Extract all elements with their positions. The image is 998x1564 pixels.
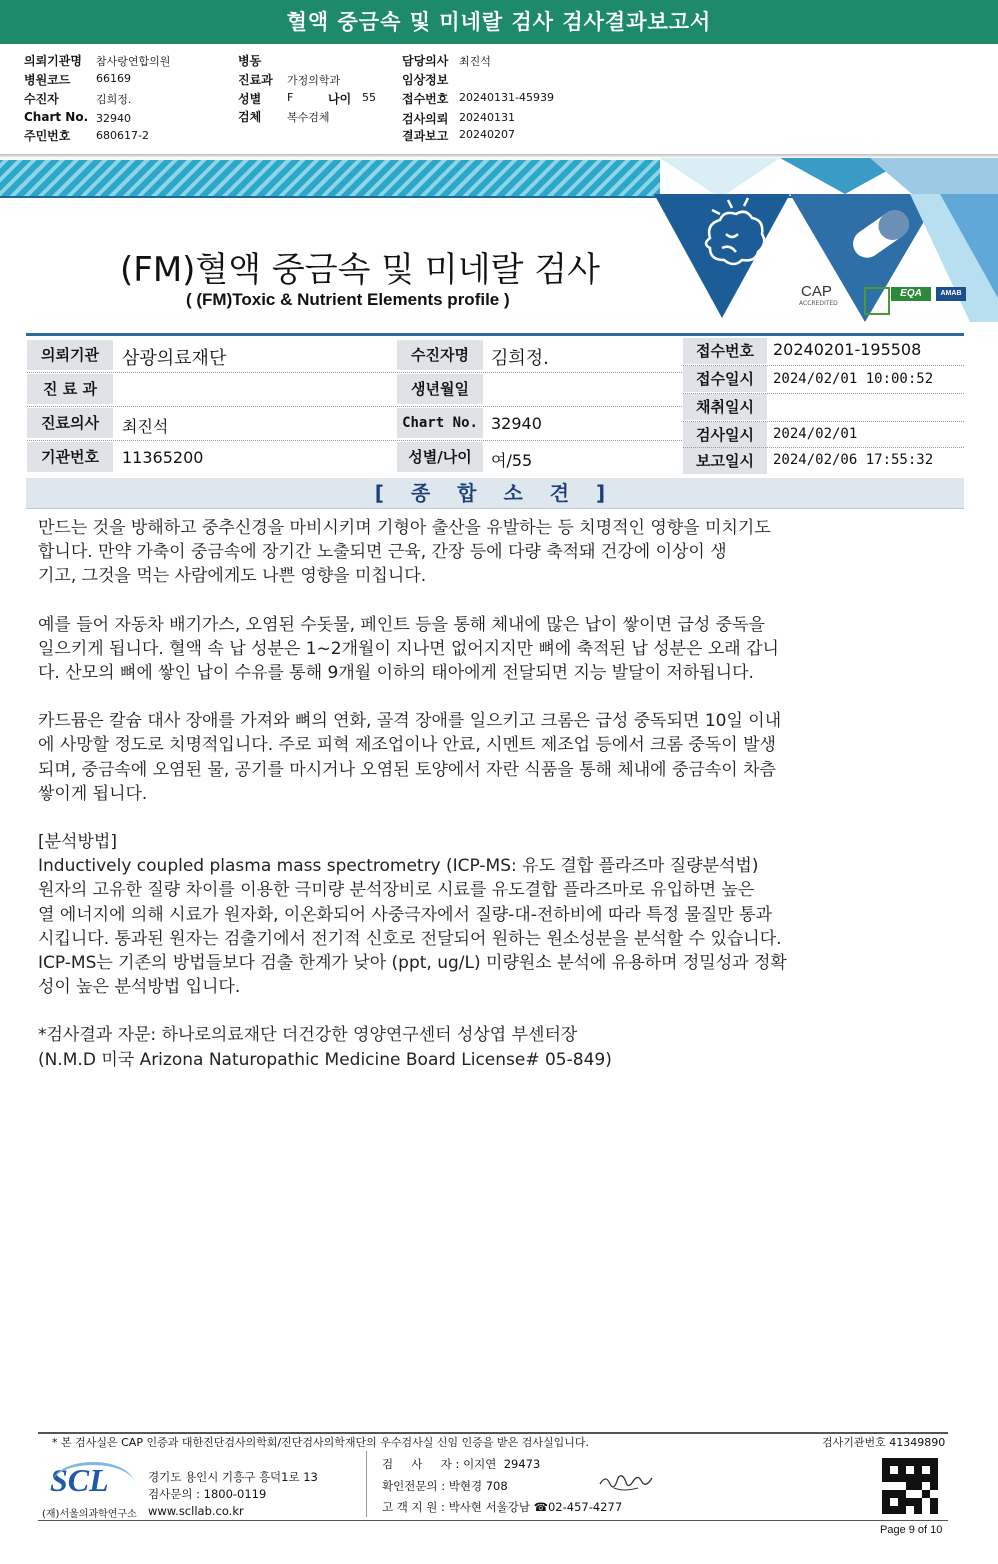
value-patient: 김희정.: [96, 93, 132, 106]
summary-body: [38, 516, 888, 1096]
label-birth-date: 생년월일: [397, 374, 483, 404]
summary-header: [ 종 합 소 견 ]: [26, 478, 964, 509]
certification-notice: * 본 검사실은 CAP 인증과 대한진단검사의학회/진단검사의학재단의 우수검사실 신임 인증을 받은 검사실입니다.: [52, 1436, 590, 1449]
page-number: Page 9 of 10: [880, 1524, 943, 1536]
label-sex-age: 성별/나이: [397, 442, 483, 472]
value-specimen: 복수검체: [287, 111, 330, 124]
summary-paragraph: 만드는 것을 방해하고 중추신경을 마비시키며 기형아 출산을 유발하는 등 치명적인 영향을 미치기도 합니다. 만약 가축이 중금속에 장기간 노출되면 근육, 간장 등에 다량 축적돼 건강에 이상이 생 기고, 그것을 먹는 사람에게도 나쁜 영향을 미칩니다.: [38, 518, 771, 587]
summary-paragraph: 카드뮴은 칼슘 대사 장애를 가져와 뼈의 연화, 골격 장애를 일으키고 크롬은 급성 중독되면 10일 이내 에 사망할 정도로 치명적입니다. 주로 피혁 제조업이나 안료, 시멘트 제조업 등에서 크롬 중독이 발생 되며, 중금속에 오염된 물, 공기를 마시거나 오염된 토양에서 자란 식품을 통해 체내에 중금속이 차츰 쌓이게 됩니다.: [38, 711, 782, 804]
value-sex-age: 여/55: [491, 451, 533, 470]
divider: [38, 1520, 948, 1521]
divider: [683, 421, 964, 422]
divider: [366, 1451, 367, 1517]
value-physician: 최진석: [122, 417, 169, 436]
value-institution: 삼광의료재단: [122, 348, 227, 369]
value-receipt-no: 20240131-45939: [459, 91, 554, 104]
table-top-border: [26, 333, 964, 336]
page-title: (FM)혈액 중금속 및 미네랄 검사: [120, 250, 600, 290]
value-age: 55: [362, 91, 376, 104]
qr-code: [882, 1458, 938, 1514]
label-patient-name: 수진자명: [397, 340, 483, 370]
advisory-note: *검사결과 자문: 하나로의료재단 더건강한 영양연구센터 성상엽 부센터장 (N.M.D 미국 Arizona Naturopathic Medicine Board License# 05-849): [38, 1025, 612, 1070]
website-link[interactable]: www.scllab.co.kr: [148, 1504, 244, 1518]
top-info-panel: [0, 44, 998, 156]
label-age: 나이: [328, 92, 352, 106]
analysis-method: [분석방법] Inductively coupled plasma mass spectrometry (ICP-MS: 유도 결합 플라즈마 질량분석법) 원자의 고유한 질량 차이를 이용한 극미량 분석장비로 시료를 유도결합 플라즈마로 유입하면 높은 열 에너지에 의해 시료가 원자화, 이온화되어 사중극자에서 질량-대-전하비에 따라 특정 물질만 통과 시킵니다. 통과된 원자는 검출기에서 전기적 신호로 전달되어 원하는 원소성분을 분석할 수 있습니다. ICP-MS는 기존의 방법들보다 검출 한계가 낮아 (ppt, ug/L) 미량원소 분석에 유용하며 정밀성과 정확 성이 높은 분석방법 입니다.: [38, 832, 787, 998]
signature: [596, 1470, 656, 1494]
label-test-request: 검사의뢰: [402, 112, 449, 126]
value-patient-name: 김희정.: [491, 348, 549, 369]
label-institution-no: 기관번호: [27, 442, 113, 472]
cap-accredited-logo: CAP ACCREDITED: [799, 283, 838, 307]
label-resident-no: 주민번호: [24, 129, 71, 143]
examiner: 검 사 자 : 이지연 29473: [382, 1457, 541, 1471]
label-patient: 수진자: [24, 92, 59, 106]
amab-logo: AMAB: [936, 287, 966, 301]
value-report-time: 2024/02/06 17:55:32: [773, 452, 934, 468]
label-sex: 성별: [238, 92, 262, 106]
org-name: (재)서울의과학연구소: [42, 1509, 137, 1520]
value-test-time: 2024/02/01: [773, 426, 858, 442]
label-result-report: 결과보고: [402, 129, 449, 143]
agency-number: 검사기관번호 41349890: [822, 1436, 946, 1449]
report-banner-title: 혈액 중금속 및 미네랄 검사 검사결과보고서: [0, 0, 998, 44]
lm-logo: [864, 287, 890, 315]
value-chart-no: 32940: [96, 112, 131, 125]
decorative-stripe-band: [0, 160, 660, 196]
value-hospital-code: 66169: [96, 72, 131, 85]
value-institution-no: 11365200: [122, 448, 204, 467]
value-sex: F: [287, 91, 294, 104]
address: 경기도 용인시 기흥구 흥덕1로 13: [148, 1470, 318, 1484]
summary-paragraph: 예를 들어 자동차 배기가스, 오염된 수돗물, 페인트 등을 통해 체내에 많은 납이 쌓이면 급성 중독을 일으키게 됩니다. 혈액 속 납 성분은 1~2개월이 지나면 없어지지만 뼈에 축적된 납 성분은 오래 갑니 다. 산모의 뼈에 쌓인 납이 수유를 통해 9개월 이하의 태아에게 전달되면 지능 발달이 저하됩니다.: [38, 614, 779, 684]
label-chart-no-2: Chart No.: [397, 408, 483, 438]
value-receipt-no-2: 20240201-195508: [773, 340, 922, 359]
label-requesting-clinic: 의뢰기관명: [24, 54, 82, 68]
label-chart-no: Chart No.: [24, 110, 89, 124]
label-department-2: 진 료 과: [27, 374, 113, 404]
label-hospital-code: 병원코드: [24, 73, 71, 87]
label-receipt-no-2: 접수번호: [683, 338, 767, 364]
label-report-time: 보고일시: [683, 448, 767, 474]
value-result-report: 20240207: [459, 128, 515, 141]
value-department: 가정의학과: [287, 74, 341, 87]
label-receipt-no: 접수번호: [402, 92, 449, 106]
divider: [27, 440, 682, 441]
divider: [27, 372, 682, 373]
label-receipt-time: 접수일시: [683, 366, 767, 392]
inquiry-phone: 검사문의 : 1800-0119: [148, 1487, 267, 1501]
eqa-logo: EQA: [891, 287, 931, 301]
label-specimen: 검체: [238, 110, 262, 124]
customer-support: 고 객 지 원 : 박사현 서울강남 ☎02-457-4277: [382, 1500, 623, 1514]
label-doctor: 담당의사: [402, 54, 449, 68]
divider: [683, 447, 964, 448]
value-doctor: 최진석: [459, 55, 491, 68]
value-receipt-time: 2024/02/01 10:00:52: [773, 371, 934, 387]
label-institution: 의뢰기관: [27, 340, 113, 370]
label-collection-time: 채취일시: [683, 394, 767, 420]
label-clinical-info: 임상정보: [402, 73, 449, 87]
value-test-request: 20240131: [459, 111, 515, 124]
divider: [683, 393, 964, 394]
divider: [27, 406, 682, 407]
value-resident-no: 680617-2: [96, 129, 149, 142]
value-requesting-clinic: 참사랑연합의원: [96, 55, 171, 68]
confirming-physician: 확인전문의 : 박현경 708: [382, 1479, 508, 1493]
divider: [683, 365, 964, 366]
label-ward: 병동: [238, 54, 262, 68]
label-physician: 진료의사: [27, 408, 113, 438]
scl-logo: SCL: [50, 1462, 109, 1498]
label-department: 진료과: [238, 73, 273, 87]
label-test-time: 검사일시: [683, 422, 767, 448]
page-subtitle: ( (FM)Toxic & Nutrient Elements profile ): [186, 290, 510, 309]
value-chart-no-2: 32940: [491, 414, 542, 433]
